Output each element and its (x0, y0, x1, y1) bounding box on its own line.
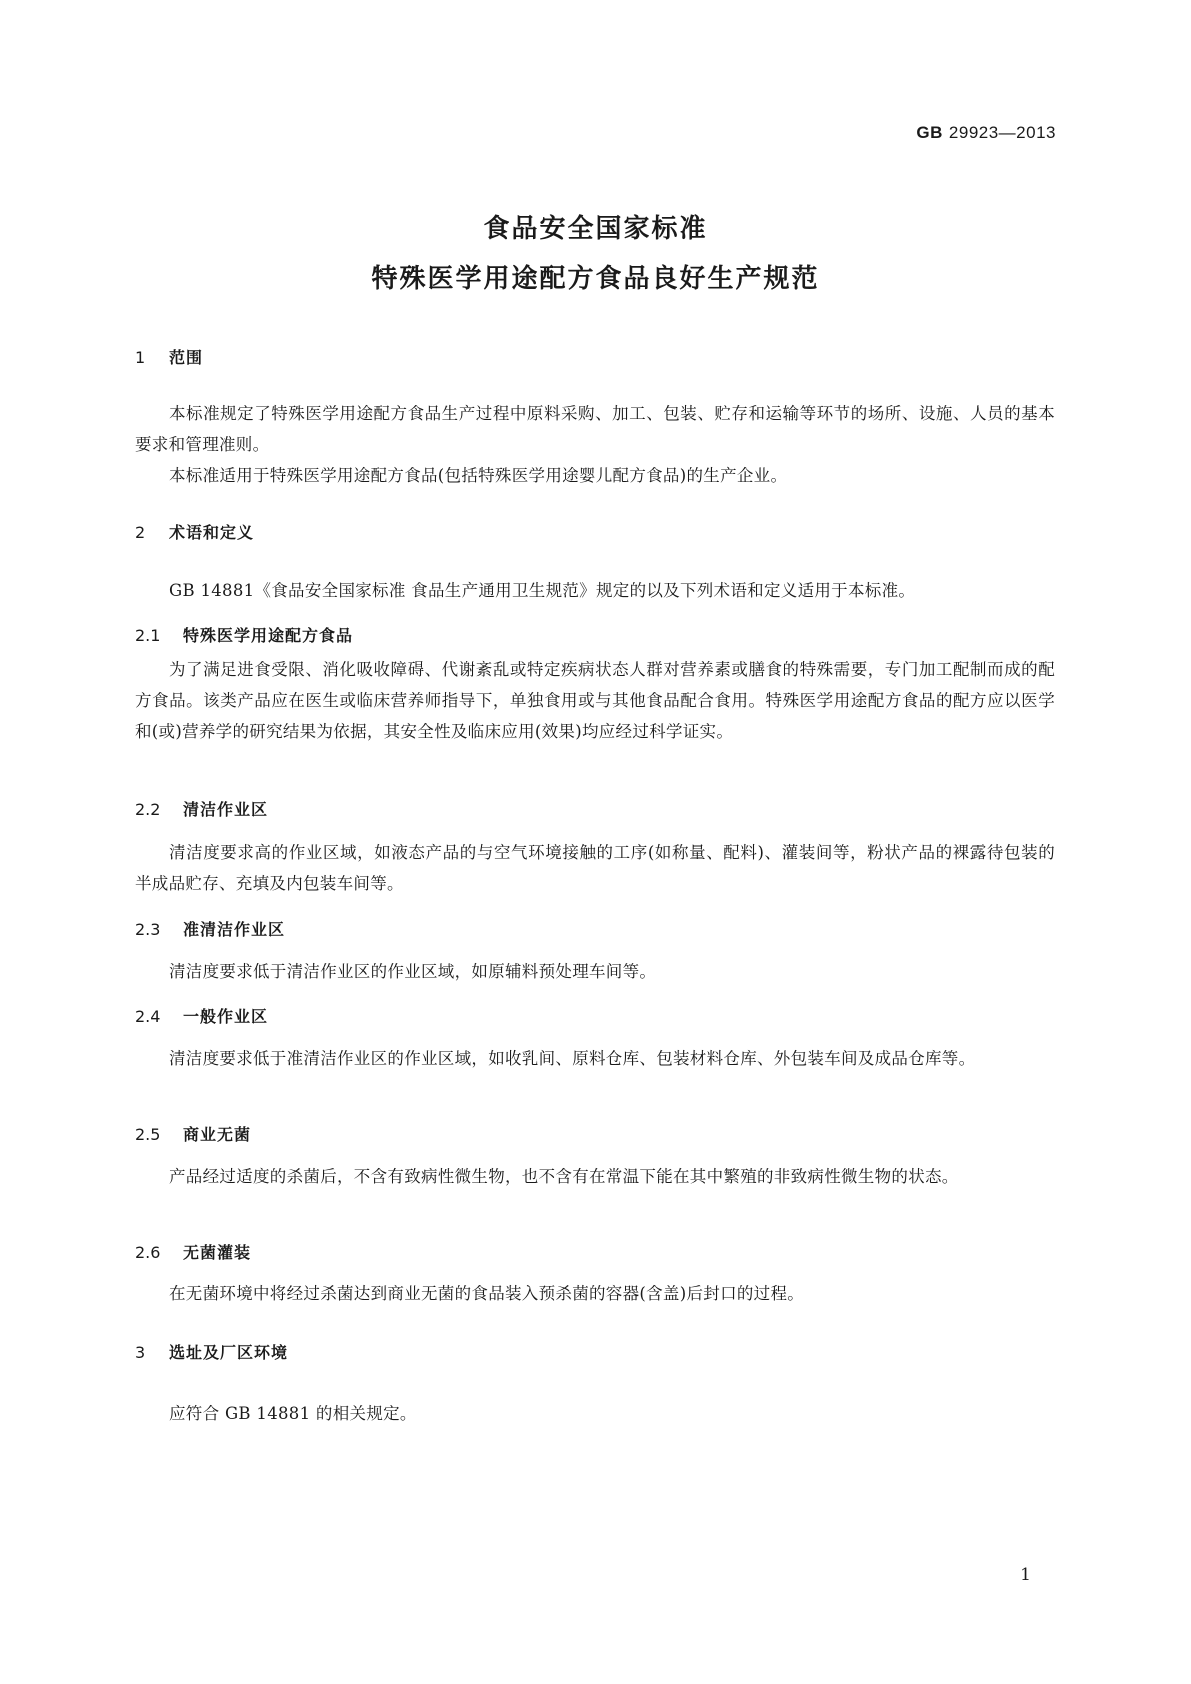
section-number: 2 (135, 523, 146, 542)
section-1-heading (135, 345, 203, 368)
section-number: 2.3 (135, 920, 161, 939)
section-2-6-paragraph: 在无菌环境中将经过杀菌达到商业无菌的食品装入预杀菌的容器(含盖)后封口的过程。 (169, 1284, 805, 1303)
section-title: 清洁作业区 (183, 800, 269, 819)
section-3-heading (135, 1340, 288, 1363)
section-title: 术语和定义 (169, 523, 255, 542)
section-title: 一般作业区 (183, 1007, 269, 1026)
section-2-paragraph-1: GB 14881《食品安全国家标准 食品生产通用卫生规范》规定的以及下列术语和定义适用于本标准。 (169, 581, 916, 600)
section-2-2-paragraph: 清洁度要求高的作业区域，如液态产品的与空气环境接触的工序(如称量、配料)、灌装间等，粉状产品的裸露待包装的半成品贮存、充填及内包装车间等。 (135, 843, 1055, 893)
section-2-2-heading (135, 797, 268, 820)
section-2-4-paragraph: 清洁度要求低于准清洁作业区的作业区域，如收乳间、原料仓库、包装材料仓库、外包装车间及成品仓库等。 (169, 1049, 976, 1068)
page-number: 1 (1020, 1565, 1031, 1585)
section-1-paragraph-1: 本标准规定了特殊医学用途配方食品生产过程中原料采购、加工、包装、贮存和运输等环节的场所、设施、人员的基本要求和管理准则。 (135, 404, 1055, 454)
section-2-1-paragraph: 为了满足进食受限、消化吸收障碍、代谢紊乱或特定疾病状态人群对营养素或膳食的特殊需要，专门加工配制而成的配方食品。该类产品应在医生或临床营养师指导下，单独食用或与其他食品配合食用。特殊医学用途配方食品的配方应以医学和(或)营养学的研究结果为依据，其安全性及临床应用(效果)均应经过科学证实。 (135, 660, 1055, 741)
section-1-paragraph-2: 本标准适用于特殊医学用途配方食品(包括特殊医学用途婴儿配方食品)的生产企业。 (169, 466, 788, 485)
section-title: 准清洁作业区 (183, 920, 286, 939)
section-3-paragraph: 应符合 GB 14881 的相关规定。 (169, 1404, 417, 1423)
section-2-4-heading (135, 1004, 268, 1027)
section-2-heading (135, 520, 254, 543)
section-title: 选址及厂区环境 (169, 1343, 289, 1362)
section-2-5-heading (135, 1122, 251, 1145)
section-number: 2.5 (135, 1125, 161, 1144)
section-number: 2.4 (135, 1007, 161, 1026)
section-title: 范围 (169, 348, 204, 367)
section-title: 无菌灌装 (183, 1243, 252, 1262)
doc-title-line2: 特殊医学用途配方食品良好生产规范 (371, 264, 820, 294)
section-title: 商业无菌 (183, 1125, 252, 1144)
section-2-5-paragraph: 产品经过适度的杀菌后，不含有致病性微生物，也不含有在常温下能在其中繁殖的非致病性微生物的状态。 (169, 1167, 959, 1186)
section-number: 2.6 (135, 1243, 161, 1262)
section-2-3-heading (135, 917, 285, 940)
standard-number: 29923—2013 (948, 123, 1056, 142)
standard-code (916, 123, 1056, 143)
section-2-6-heading (135, 1240, 251, 1263)
section-number: 3 (135, 1343, 146, 1362)
section-number: 2.1 (135, 626, 161, 645)
standard-prefix: GB (916, 123, 943, 142)
section-2-1-heading (135, 623, 353, 646)
section-2-3-paragraph: 清洁度要求低于清洁作业区的作业区域，如原辅料预处理车间等。 (169, 962, 657, 981)
doc-title-line1: 食品安全国家标准 (483, 214, 708, 244)
section-number: 1 (135, 348, 146, 367)
section-number: 2.2 (135, 800, 161, 819)
section-title: 特殊医学用途配方食品 (183, 626, 354, 645)
